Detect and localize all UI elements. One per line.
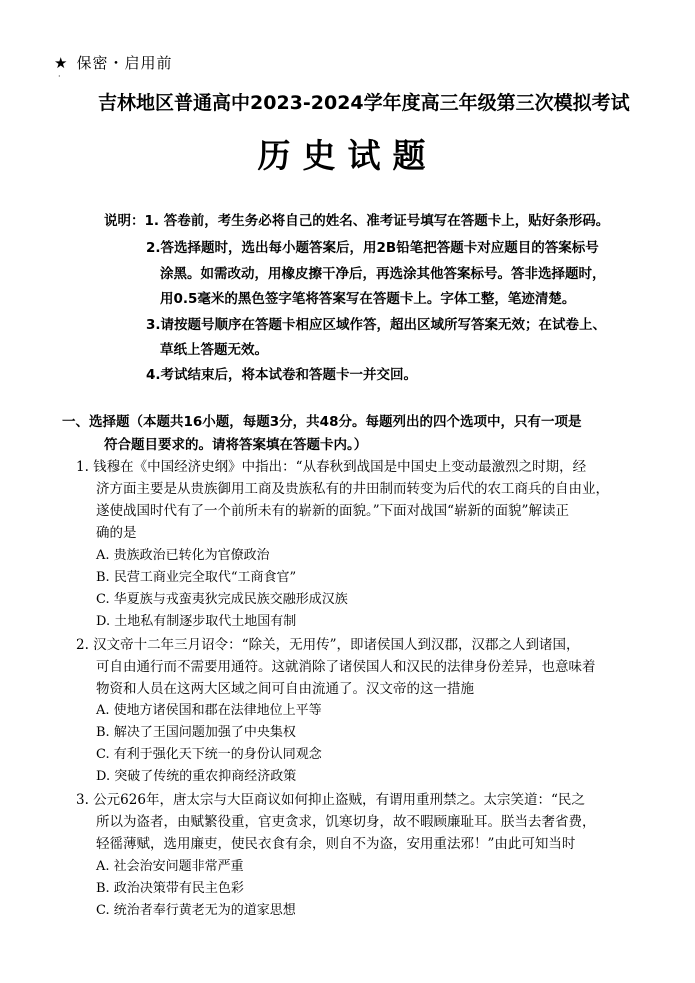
instruction-line: 4.考试结束后，将本试卷和答题卡一并交回。 — [146, 367, 418, 383]
section-heading-cont: 符合题目要求的。请将答案填在答题卡内。） — [104, 437, 368, 453]
question-stem-line: 所以为盗者，由赋繁役重，官吏贪求，饥寒切身，故不暇顾廉耻耳。朕当去奢省费， — [96, 814, 596, 830]
option-b: B. 政治决策带有民主色彩 — [96, 881, 244, 896]
instruction-line: 涂黑。如需改动，用橡皮擦干净后，再选涂其他答案标号。答非选择题时， — [160, 266, 606, 282]
question-stem-line: 济方面主要是从贵族御用工商及贵族私有的井田制而转变为后代的农工商兵的自由业， — [96, 481, 609, 497]
section-heading: 一、选择题（本题共16小题，每题3分，共48分。每题列出的四个选项中，只有一项是 — [62, 414, 582, 430]
instruction-line: 2.答选择题时，选出每小题答案后，用2B铅笔把答题卡对应题目的答案标号 — [146, 240, 599, 256]
option-b: B. 民营工商业完全取代“工商食官” — [96, 570, 297, 585]
instruction-line: 3.请按题号顺序在答题卡相应区域作答，超出区域所写答案无效；在试卷上、 — [146, 317, 607, 333]
option-a: A. 使地方诸侯国和郡在法律地位上平等 — [96, 703, 322, 718]
option-b: B. 解决了王国问题加强了中央集权 — [96, 725, 296, 740]
exam-title: 吉林地区普通高中2023-2024学年度高三年级第三次模拟考试 — [98, 92, 630, 114]
option-c: C. 统治者奉行黄老无为的道家思想 — [96, 903, 296, 918]
confidential-label: 保密・启用前 — [76, 54, 173, 72]
question-stem-line: 确的是 — [96, 525, 137, 541]
dot-mark: · — [58, 72, 61, 81]
question-stem-line: 3. 公元626年，唐太宗与大臣商议如何抑止盗贼，有谓用重刑禁之。太宗笑道：“民之 — [76, 792, 585, 808]
confidential-mark — [54, 52, 172, 73]
instruction-line: 用0.5毫米的黑色签字笔将答案写在答题卡上。字体工整，笔迹清楚。 — [160, 291, 576, 307]
question-stem-line: 2. 汉文帝十二年三月诏令：“除关，无用传”，即诸侯国人到汉郡，汉郡之人到诸国， — [76, 637, 580, 653]
option-c: C. 华夏族与戎蛮夷狄完成民族交融形成汉族 — [96, 592, 348, 607]
question-stem-line: 轻徭薄赋，选用廉吏，使民衣食有余，则自不为盗，安用重法邪！”由此可知当时 — [96, 836, 576, 852]
option-a: A. 社会治安问题非常严重 — [96, 859, 244, 874]
star-icon: ★ — [54, 54, 69, 72]
option-a: A. 贵族政治已转化为官僚政治 — [96, 548, 270, 563]
question-stem-line: 物资和人员在这两大区域之间可自由流通了。汉文帝的这一措施 — [96, 681, 474, 697]
question-stem-line: 可自由通行而不需要用通符。这就消除了诸侯国人和汉民的法律身份差异，也意味着 — [96, 659, 596, 675]
instruction-line: 说明：1. 答卷前，考生务必将自己的姓名、准考证号填写在答题卡上，贴好条形码。 — [104, 213, 610, 229]
option-d: D. 土地私有制逐步取代土地国有制 — [96, 614, 297, 629]
option-d: D. 突破了传统的重农抑商经济政策 — [96, 769, 297, 784]
question-stem-line: 1. 钱穆在《中国经济史纲》中指出：“从春秋到战国是中国史上变动最激烈之时期，经 — [76, 459, 587, 475]
instruction-line: 草纸上答题无效。 — [160, 342, 268, 358]
question-stem-line: 遂使战国时代有了一个前所未有的崭新的面貌。”下面对战国“崭新的面貌”解读正 — [96, 503, 569, 519]
subject-title: 历史试题 — [257, 136, 438, 175]
option-c: C. 有利于强化天下统一的身份认同观念 — [96, 747, 322, 762]
